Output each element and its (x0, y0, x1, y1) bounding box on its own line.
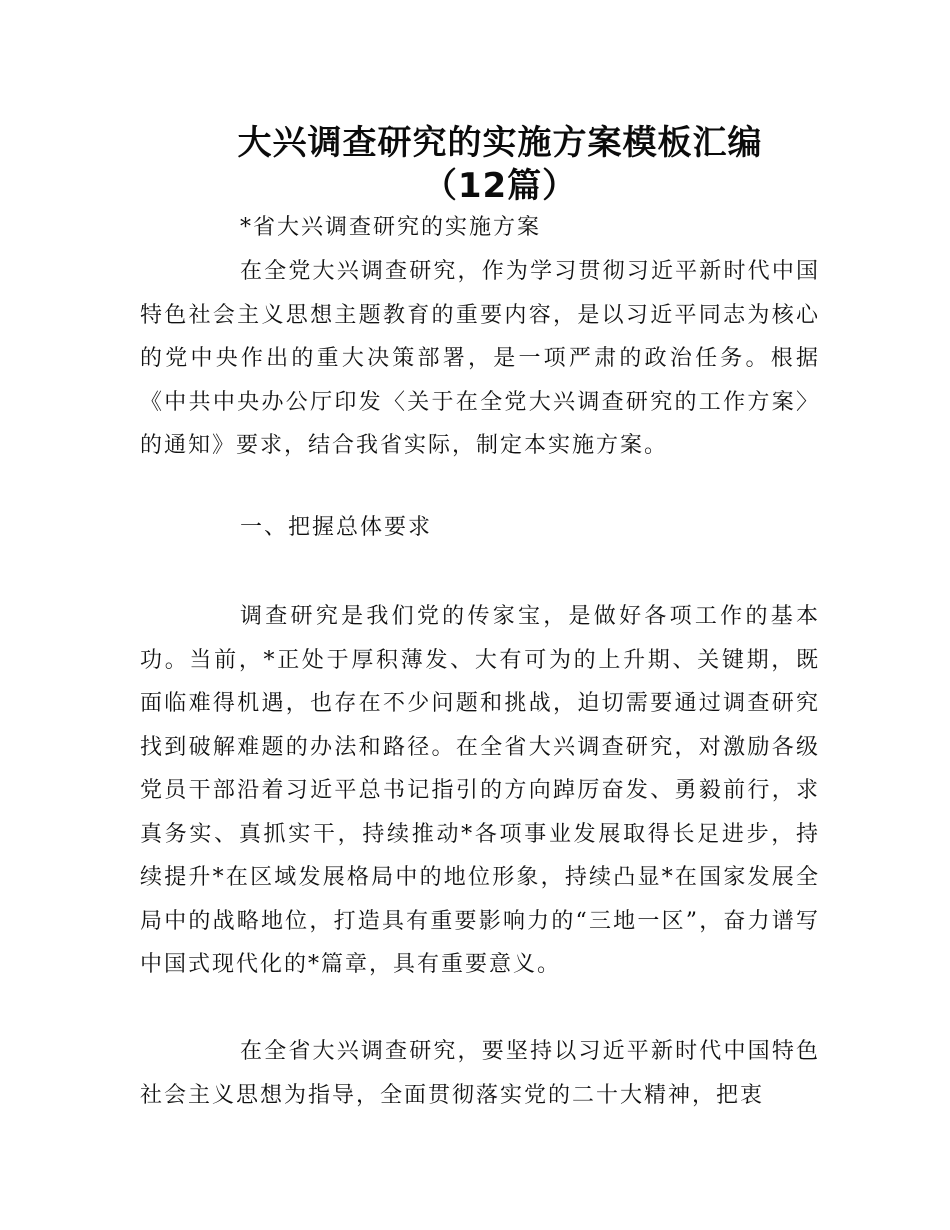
paragraph-text: 调查研究是我们党的传家宝，是做好各项工作的基本功。当前，*正处于厚积薄发、大有可为的上升期、关键期，既面临难得机遇，也存在不少问题和挑战，迫切需要通过调查研究找到破解难题的办法和路径。在全省大兴调查研究，对激励各级党员干部沿着习近平总书记指引的方向踔厉奋发、勇毅前行，求真务实、真抓实干，持续推动*各项事业发展取得长足进步，持续提升*在区域发展格局中的地位形象，持续凸显*在国家发展全局中的战略地位，打造具有重要影响力的“三地一区”，奋力谱写中国式现代化的*篇章，具有重要意义。 (140, 604, 820, 977)
paragraph-guidance (140, 1030, 820, 1117)
paragraph-text: 在全省大兴调查研究，要坚持以习近平新时代中国特色社会主义思想为指导，全面贯彻落实党的二十大精神，把衷 (140, 1039, 820, 1108)
paragraph-importance (140, 595, 820, 987)
section-heading: 一、把握总体要求 (240, 515, 433, 540)
document-title: 大兴调查研究的实施方案模板汇编 (237, 123, 763, 163)
paragraph-intro (140, 250, 820, 468)
section-subtitle: *省大兴调查研究的实施方案 (240, 215, 542, 240)
document-title-count: （12篇） (422, 166, 578, 206)
paragraph-text: 在全党大兴调查研究，作为学习贯彻习近平新时代中国特色社会主义思想主题教育的重要内容，是以习近平同志为核心的党中央作出的重大决策部署，是一项严肃的政治任务。根据《中共中央办公厅印发〈关于在全党大兴调查研究的工作方案〉的通知》要求，结合我省实际，制定本实施方案。 (140, 259, 820, 458)
